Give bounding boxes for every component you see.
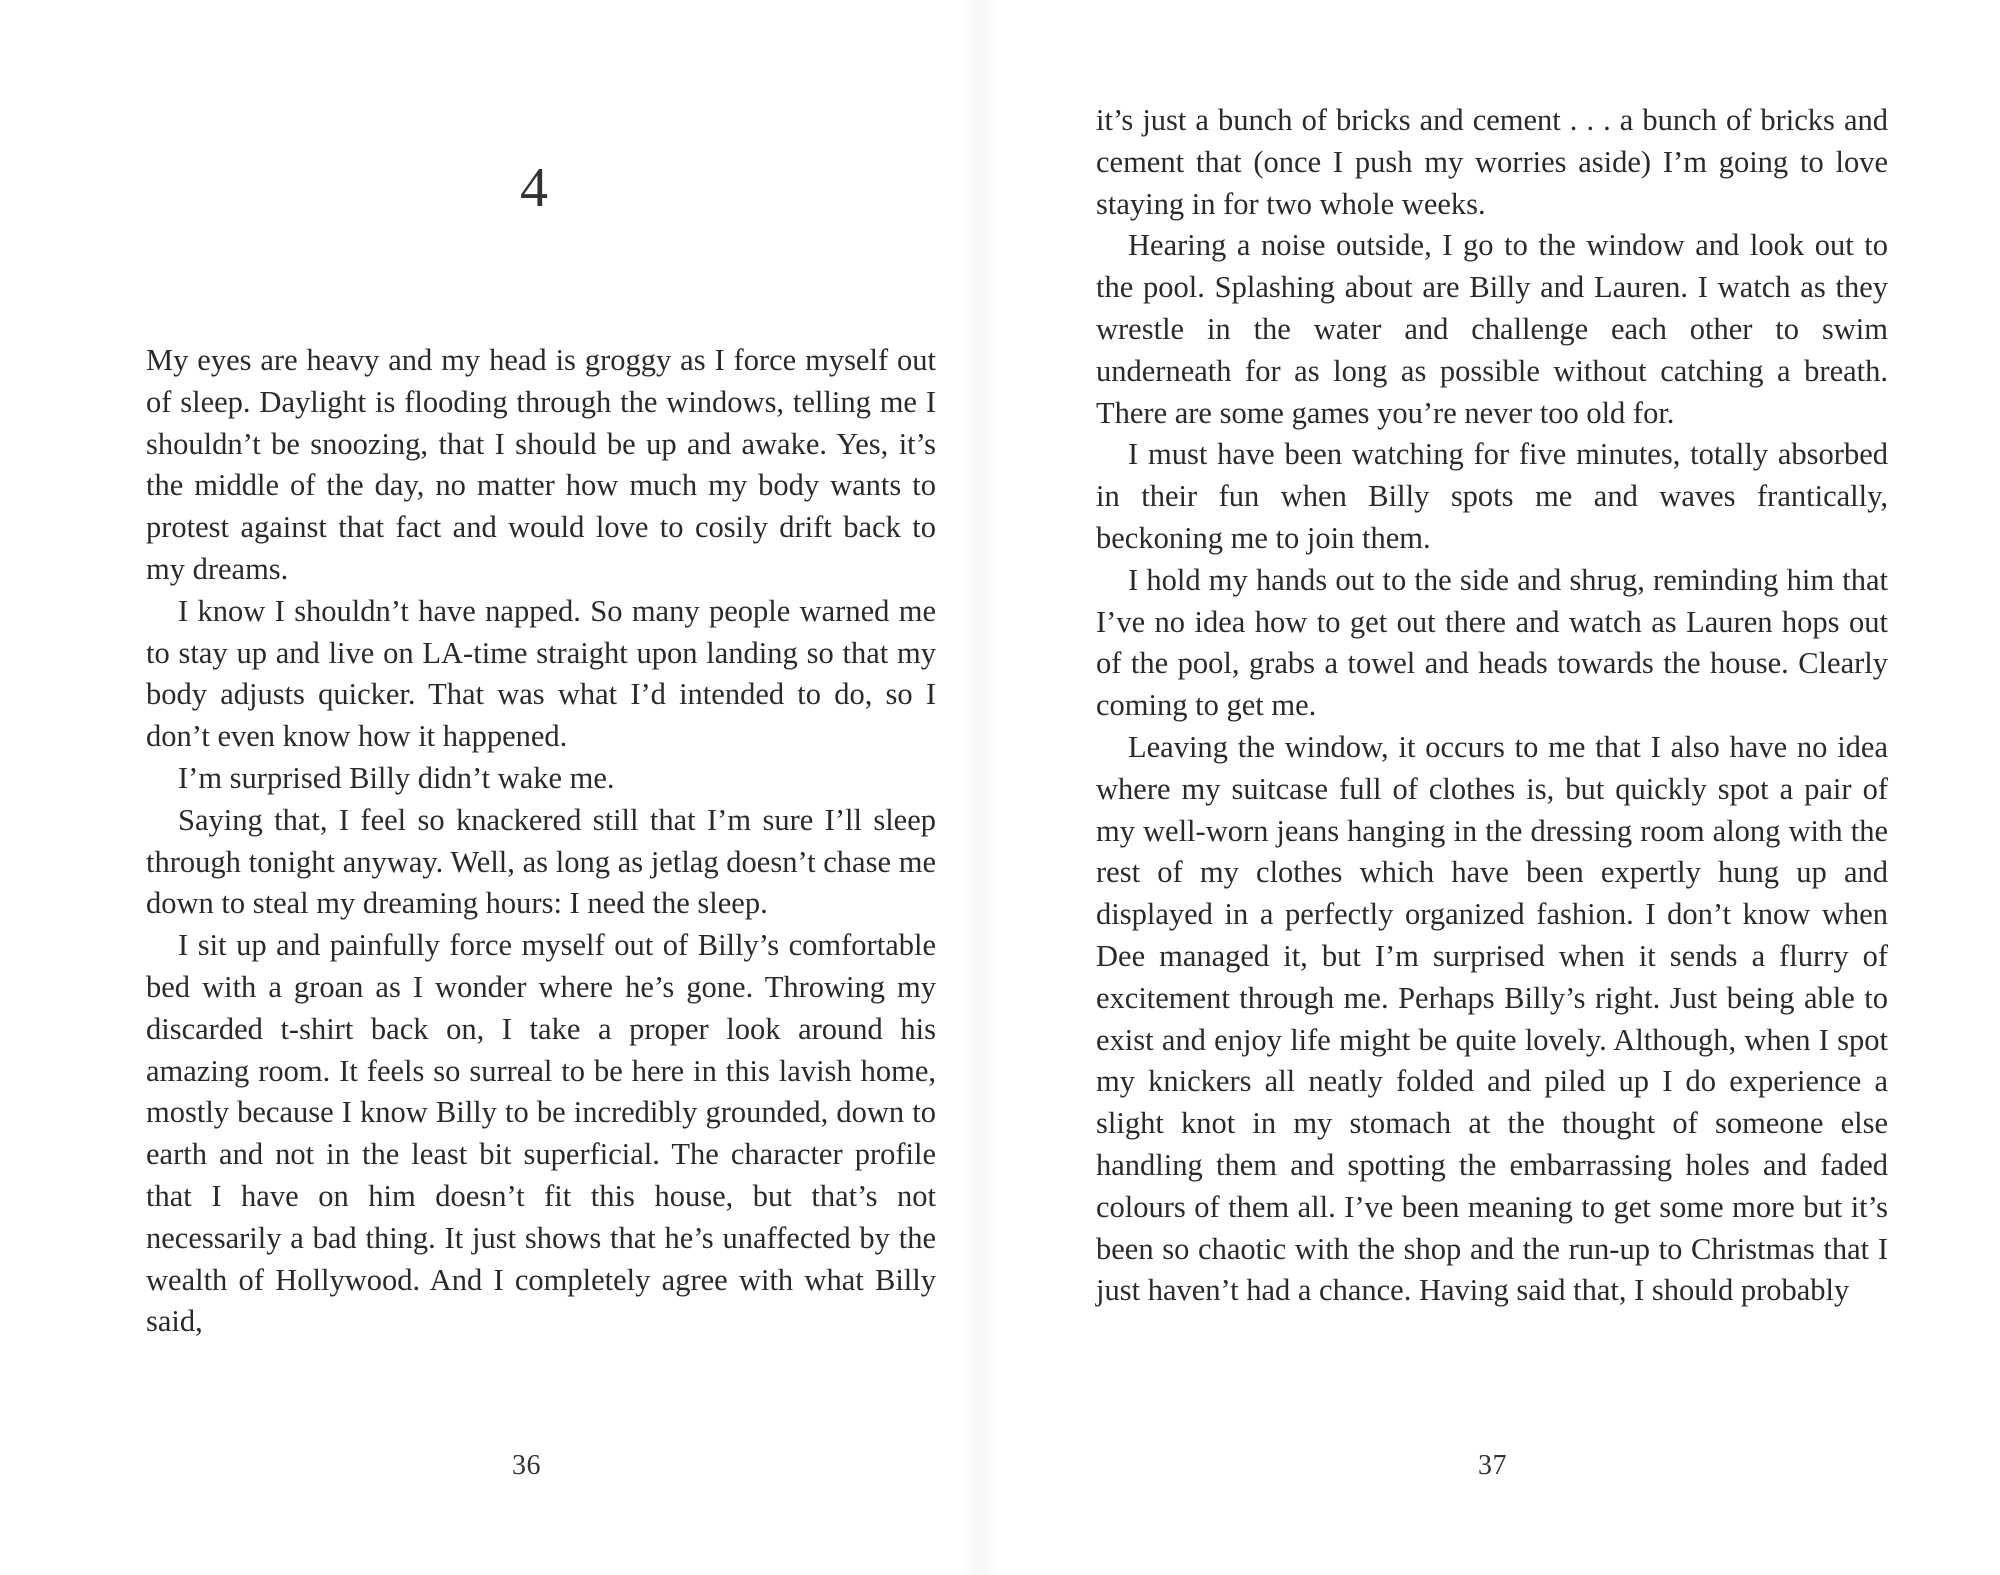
page-number-right: 37 — [1478, 1450, 1507, 1481]
paragraph: Hearing a noise outside, I go to the window and look out to the pool. Splashing about are Billy and Lauren. I watch as they wrestle in the water and challenge each other to swim underneath for as long as possible without catching a breath. There are some games you’re never too old for. — [1096, 228, 1888, 430]
right-page-body — [1096, 100, 1888, 1312]
chapter-number: 4 — [520, 157, 548, 219]
paragraph: I know I shouldn’t have napped. So many people warned me to stay up and live on LA-time straight upon landing so that my body adjusts quicker. That was what I’d intended to do, so I don’t even know how it happened. — [146, 593, 936, 754]
paragraph: Leaving the window, it occurs to me that I also have no idea where my suitcase full of clothes is, but quickly spot a pair of my well-worn jeans hanging in the dressing room along with the rest of my clothes which have been expertly hung up and displayed in a perfectly organized fashion. I don’t know when Dee managed it, but I’m surprised when it sends a flurry of excitement through me. Perhaps Billy’s right. Just being able to exist and enjoy life might be quite lovely. Although, when I spot my knickers all neatly folded and piled up I do experience a slight knot in my stomach at the thought of someone else handling them and spotting the embarrassing holes and faded colours of them all. I’ve been meaning to get some more but it’s been so chaotic with the shop and the run-up to Christmas that I just haven’t had a chance. Having said that, I should probably — [1096, 729, 1888, 1308]
left-page-body — [146, 340, 936, 1343]
paragraph: My eyes are heavy and my head is groggy as I force myself out of sleep. Daylight is flooding through the windows, telling me I shouldn’t be snoozing, that I should be up and awake. Yes, it’s the middle of the day, no matter how much my body wants to protest against that fact and would love to cosily drift back to my dreams. — [146, 343, 936, 586]
paragraph: I’m surprised Billy didn’t wake me. — [178, 760, 615, 795]
paragraph: I sit up and painfully force myself out of Billy’s comfortable bed with a groan as I wonder where he’s gone. Throwing my discarded t-shirt back on, I take a proper look around his amazing room. It feels so surreal to be here in this lavish home, mostly because I know Billy to be incredibly grounded, down to earth and not in the least bit superficial. The character profile that I have on him doesn’t fit this house, but that’s not necessarily a bad thing. It just shows that he’s unaffected by the wealth of Hollywood. And I completely agree with what Billy said, — [146, 928, 936, 1339]
paragraph: I must have been watching for five minutes, totally absorbed in their fun when Billy spots me and waves frantically, beckoning me to join them. — [1096, 437, 1888, 555]
paragraph: it’s just a bunch of bricks and cement . . . a bunch of bricks and cement that (once I push my worries aside) I’m going to love staying in for two whole weeks. — [1096, 103, 1888, 221]
page-number-left: 36 — [512, 1450, 541, 1481]
left-page — [0, 0, 960, 1575]
book-gutter — [960, 0, 1000, 1575]
paragraph: Saying that, I feel so knackered still that I’m sure I’ll sleep through tonight anyway. Well, as long as jetlag doesn’t chase me down to steal my dreaming hours: I need the sleep. — [146, 802, 936, 921]
right-page — [1000, 0, 2000, 1575]
paragraph: I hold my hands out to the side and shrug, reminding him that I’ve no idea how to get out there and watch as Lauren hops out of the pool, grabs a towel and heads towards the house. Clearly coming to get me. — [1096, 562, 1888, 723]
